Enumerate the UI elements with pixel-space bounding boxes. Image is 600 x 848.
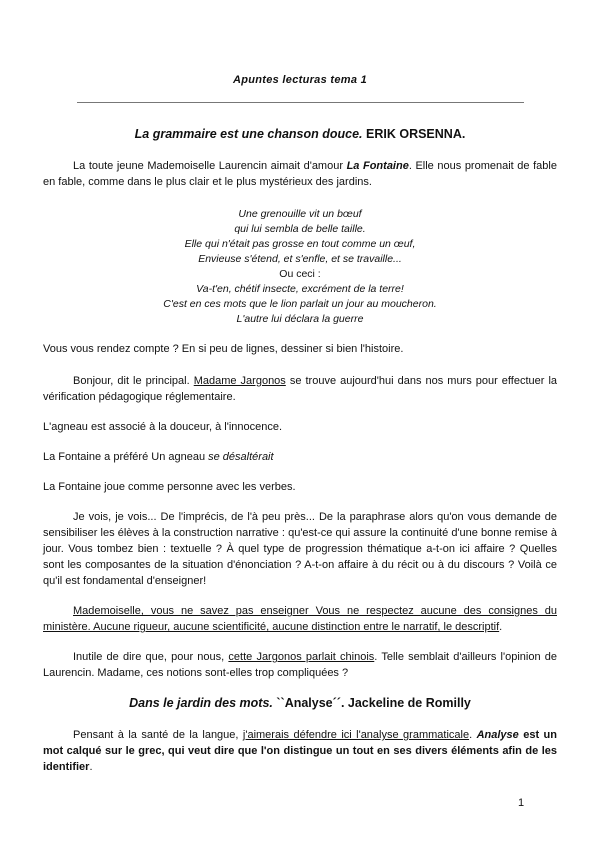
poem-line: qui lui sembla de belle taille. [234, 223, 366, 235]
paragraph-9-text: Inutile de dire que, pour nous, [73, 651, 229, 663]
poem-line: L'autre lui déclara la guerre [236, 313, 364, 325]
paragraph-8-period: . [499, 621, 503, 633]
paragraph-9-text-end: . Telle semblait d'ailleurs l'opinion de Laurencin. Madame, ces notions sont-elles trop compliquées ? [43, 651, 557, 679]
poem-line: Envieuse s'étend, et s'enfle, et se travaille... [198, 253, 402, 265]
page-number: 1 [518, 797, 525, 809]
paragraph-5-quote: Un agneau [151, 451, 206, 463]
poem-line: Ou ceci : [279, 268, 321, 280]
paragraph-9-underlined: cette Jargonos parlait chinois [228, 651, 375, 663]
header-divider [77, 102, 524, 103]
paragraph-3-text-end: se trouve aujourd'hui dans nos murs pour effectuer la vérification pédagogique réglementaire. [43, 375, 558, 403]
paragraph-3-text: Bonjour, dit le principal. [73, 375, 194, 387]
poem-line: Va-t'en, chétif insecte, excrément de la terre! [196, 283, 404, 295]
page-header: Apuntes lecturas tema 1 [232, 74, 368, 86]
paragraph-8-underlined: Mademoiselle, vous ne savez pas enseigner Vous ne respectez aucune des consignes du ministère. Aucune rigueur, aucune scientificité, aucune distinction entre le narratif, le descriptif [43, 605, 557, 633]
poem-quote [43, 207, 557, 327]
paragraph-1-text: La toute jeune Mademoiselle Laurencin aimait d'amour [73, 160, 347, 172]
paragraph-4: L'agneau est associé à la douceur, à l'innocence. [43, 421, 283, 433]
section-title-1-italic: La grammaire est une chanson douce. [134, 127, 363, 141]
paragraph-1-text-end: . Elle nous promenait de fable en fable, comme dans le plus clair et le plus mystérieux des jardins. [43, 160, 557, 188]
paragraph-7: Je vois, je vois... De l'imprécis, de l'à peu près... De la paraphrase alors qu'on vous demande de sensibiliser les élèves à la construction narrative : qu'est-ce qui assure la continuité d'une bonne remise à jour. Vous tombez bien : textuelle ? À quel type de progression thématique a-t-on ici affaire ? Quelles sont les composantes de la situation d'énonciation ? A-t-on affaire à du récit ou à du discours ? Voilà ce qu'il est fondamental d'enseigner! [43, 511, 557, 587]
section-title-2-rest: ``Analyse´´. Jackeline de Romilly [272, 696, 471, 710]
la-fontaine-emphasis: La Fontaine [346, 160, 409, 172]
paragraph-3 [43, 373, 557, 405]
paragraph-10-separator: . [469, 729, 477, 741]
section-title-2 [43, 695, 557, 711]
paragraph-10-underlined: j'aimerais défendre ici l'analyse grammaticale [242, 729, 470, 741]
section-title-1-author: ERIK ORSENNA. [362, 127, 466, 141]
poem-line: Elle qui n'était pas grosse en tout comme un œuf, [184, 238, 416, 250]
section-title-2-italic: Dans le jardin des mots. [129, 696, 273, 710]
poem-line: C'est en ces mots que le lion parlait un jour au moucheron. [163, 298, 437, 310]
paragraph-1 [43, 158, 557, 190]
paragraph-5-text: La Fontaine a préféré [43, 451, 152, 463]
paragraph-6: La Fontaine joue comme personne avec les verbes. [43, 481, 296, 493]
paragraph-8 [43, 603, 557, 635]
paragraph-10-bold: est un mot calqué sur le grec, qui veut dire que l'on distingue un tout en ses divers éléments afin de les identifier [43, 729, 557, 773]
paragraph-10-period: . [89, 761, 93, 773]
madame-jargonos-underlined: Madame Jargonos [193, 375, 286, 387]
paragraph-9 [43, 649, 557, 681]
poem-line: Une grenouille vit un bœuf [238, 208, 362, 220]
paragraph-10-text: Pensant à la santé de la langue, [73, 729, 243, 741]
paragraph-2: Vous vous rendez compte ? En si peu de lignes, dessiner si bien l'histoire. [43, 343, 404, 355]
paragraph-5-italic: se désaltérait [205, 451, 274, 463]
document-body [43, 126, 557, 775]
paragraph-5 [43, 449, 557, 465]
section-title-1 [43, 126, 557, 142]
paragraph-10 [43, 727, 557, 775]
analyse-emphasis: Analyse [476, 729, 519, 741]
